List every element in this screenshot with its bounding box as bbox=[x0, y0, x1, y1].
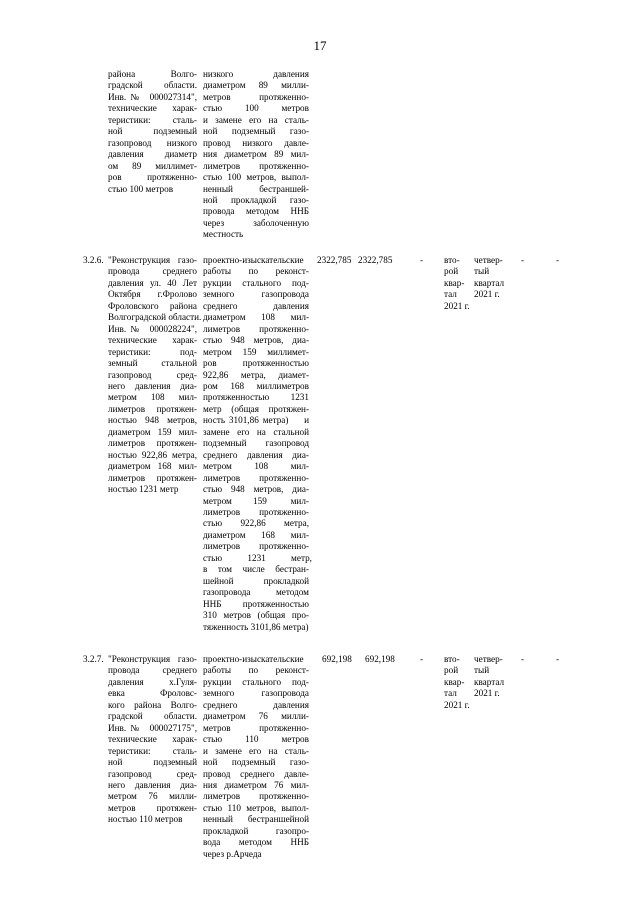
work-line: ной подземный газо- bbox=[203, 126, 309, 137]
object-line: градской области. bbox=[108, 711, 197, 722]
work-line: ННБ протяженностью bbox=[203, 598, 309, 609]
object-line: газопровод сред- bbox=[108, 768, 197, 779]
object-line: Инв.№ 000027314", bbox=[108, 91, 197, 102]
object-line: теристики: под- bbox=[108, 346, 197, 357]
object-line: ностью 110 метров bbox=[108, 814, 183, 825]
work-line: стью 110 метров bbox=[203, 734, 309, 745]
work-line: ность 3101,86 метра) и bbox=[203, 415, 309, 426]
row-2-end-date bbox=[474, 654, 506, 700]
start-date-line: 2021 г. bbox=[444, 699, 470, 710]
end-date-line: тый bbox=[474, 266, 490, 277]
object-line: теристики: сталь- bbox=[108, 745, 197, 756]
object-line: давления х.Гуля- bbox=[108, 676, 197, 687]
work-line: через заболоченную bbox=[203, 217, 309, 228]
object-line: ной подземный bbox=[108, 126, 197, 137]
work-line: газопровода методом bbox=[203, 587, 309, 598]
object-line: ом 89 миллимет- bbox=[108, 160, 197, 171]
row-1-dash-3: - bbox=[556, 255, 560, 265]
row-2-cost-total: 692,198 bbox=[322, 654, 352, 664]
start-date-line: тал bbox=[444, 688, 457, 699]
object-line: ностью 922,86 метра, bbox=[108, 449, 197, 460]
end-date-line: четвер- bbox=[474, 255, 503, 265]
work-line: стью 922,86 метра, bbox=[203, 518, 309, 529]
work-line: стью 110 метров, выпол- bbox=[203, 802, 309, 813]
work-line: провода методом ННБ bbox=[203, 206, 309, 217]
object-line: лиметров протяжен- bbox=[108, 472, 197, 483]
row-2-dash-1: - bbox=[420, 654, 424, 664]
object-line: давления диаметр bbox=[108, 149, 197, 160]
object-line: метров протяжен- bbox=[108, 802, 197, 813]
work-line: метров протяженно- bbox=[203, 722, 309, 733]
work-line: в том числе бестран- bbox=[203, 564, 309, 575]
work-line: протяженностью 1231 bbox=[203, 392, 309, 403]
work-line: ров протяженностью bbox=[203, 358, 309, 369]
end-date-line: тый bbox=[474, 665, 490, 676]
object-line: градской области. bbox=[108, 80, 197, 91]
start-date-line: вто- bbox=[444, 255, 460, 265]
object-line: лиметров протяжен- bbox=[108, 403, 197, 414]
end-date-line: 2021 г. bbox=[474, 688, 500, 699]
object-line: газопровод низкого bbox=[108, 137, 197, 148]
work-line: провод среднего давле- bbox=[203, 768, 309, 779]
work-line: низкого давления bbox=[203, 69, 309, 79]
work-line: лиметров протяженно- bbox=[203, 323, 309, 334]
work-line: работы по реконст- bbox=[203, 665, 309, 676]
work-line: диаметром 168 мил- bbox=[203, 529, 309, 540]
work-line: через р.Арчеда bbox=[203, 848, 262, 859]
work-line: вода методом ННБ bbox=[203, 837, 309, 848]
work-line: ной прокладкой газо- bbox=[203, 194, 309, 205]
work-line: замене его на стальной bbox=[203, 426, 309, 437]
work-line: лиметров протяженно- bbox=[203, 160, 309, 171]
work-line: местность bbox=[203, 229, 244, 240]
row-1-dash-1: - bbox=[420, 255, 424, 265]
object-line: него давления диа- bbox=[108, 380, 197, 391]
object-line: давления ул. 40 Лет bbox=[108, 277, 197, 288]
work-line: метр (общая протяжен- bbox=[203, 403, 309, 414]
object-line: него давления диа- bbox=[108, 779, 197, 790]
object-line: технические харак- bbox=[108, 103, 197, 114]
object-line: Октября г.Фролово bbox=[108, 289, 197, 300]
start-date-line: рой bbox=[444, 665, 459, 676]
work-line: среднего давления диа- bbox=[203, 449, 309, 460]
row-1-end-date bbox=[474, 255, 506, 301]
work-line: рукции стального под- bbox=[203, 676, 309, 687]
object-line: ров протяженно- bbox=[108, 172, 197, 183]
object-line: Волгоградской области. bbox=[108, 312, 202, 323]
work-line: метром 108 мил- bbox=[203, 461, 309, 472]
object-line: кого района Волго- bbox=[108, 699, 197, 710]
start-date-line: 2021 г. bbox=[444, 300, 470, 311]
row-1-work bbox=[203, 255, 312, 633]
row-0-object bbox=[108, 69, 197, 195]
row-2-cost-year: 692,198 bbox=[365, 654, 395, 664]
start-date-line: рой bbox=[444, 266, 459, 277]
start-date-line: квар- bbox=[444, 676, 465, 687]
object-line: провода среднего bbox=[108, 665, 197, 676]
object-line: "Реконструкция газо- bbox=[108, 654, 197, 664]
start-date-line: квар- bbox=[444, 277, 465, 288]
object-line: Фроловского района bbox=[108, 300, 197, 311]
work-line: стью 1231 метр, bbox=[203, 552, 312, 563]
work-line: проектно-изыскательские bbox=[203, 654, 304, 664]
row-1-cost-total: 2322,785 bbox=[317, 255, 352, 265]
work-line: ния диаметром 89 мил- bbox=[203, 149, 309, 160]
row-2-dash-3: - bbox=[556, 654, 560, 664]
work-line: рукции стального под- bbox=[203, 277, 309, 288]
object-line: ной подземный bbox=[108, 757, 197, 768]
row-1-object bbox=[108, 255, 202, 496]
end-date-line: квартал bbox=[474, 676, 505, 687]
work-line: подземный газопровод bbox=[203, 438, 309, 449]
work-line: проектно-изыскательские bbox=[203, 255, 304, 265]
work-line: ненный бестраншей- bbox=[203, 183, 309, 194]
work-line: шейной прокладкой bbox=[203, 575, 309, 586]
work-line: лиметров протяженно- bbox=[203, 472, 309, 483]
work-line: и замене его на сталь- bbox=[203, 745, 309, 756]
row-1-number: 3.2.6. bbox=[83, 255, 104, 265]
work-line: ния диаметром 76 мил- bbox=[203, 779, 309, 790]
object-line: ностью 1231 метр bbox=[108, 484, 179, 495]
row-2-dash-2: - bbox=[521, 654, 525, 664]
object-line: Инв.№ 000028224", bbox=[108, 323, 197, 334]
work-line: метром 159 мил- bbox=[203, 495, 309, 506]
row-2-object bbox=[108, 654, 197, 826]
work-line: 310 метров (общая про- bbox=[203, 610, 309, 621]
end-date-line: четвер- bbox=[474, 654, 503, 664]
work-line: стью 948 метров, диа- bbox=[203, 335, 309, 346]
work-line: 922,86 метра, диамет- bbox=[203, 369, 309, 380]
work-line: стью 948 метров, диа- bbox=[203, 484, 309, 495]
end-date-line: квартал bbox=[474, 277, 505, 288]
object-line: газопровод сред- bbox=[108, 369, 197, 380]
row-1-dash-2: - bbox=[521, 255, 525, 265]
object-line: теристики: сталь- bbox=[108, 114, 197, 125]
row-1-cost-year: 2322,785 bbox=[358, 255, 393, 265]
work-line: диаметром 108 мил- bbox=[203, 312, 309, 323]
work-line: земного газопровода bbox=[203, 688, 309, 699]
object-line: метром 108 мил- bbox=[108, 392, 197, 403]
work-line: среднего давления bbox=[203, 300, 309, 311]
start-date-line: вто- bbox=[444, 654, 460, 664]
work-line: ненный бестраншейной bbox=[203, 814, 309, 825]
work-line: стью 100 метров, выпол- bbox=[203, 172, 309, 183]
page-number: 17 bbox=[313, 38, 327, 53]
object-line: "Реконструкция газо- bbox=[108, 255, 197, 265]
work-line: тяженность 3101,86 метра) bbox=[203, 621, 309, 632]
work-line: лиметров протяженно- bbox=[203, 506, 309, 517]
work-line: лиметров протяженно- bbox=[203, 541, 309, 552]
work-line: работы по реконст- bbox=[203, 266, 309, 277]
work-line: метров протяженно- bbox=[203, 91, 309, 102]
work-line: стью 100 метров bbox=[203, 103, 309, 114]
object-line: диаметром 159 мил- bbox=[108, 426, 197, 437]
work-line: и замене его на сталь- bbox=[203, 114, 309, 125]
object-line: Инв.№ 000027175", bbox=[108, 722, 197, 733]
object-line: метром 76 милли- bbox=[108, 791, 197, 802]
object-line: технические харак- bbox=[108, 734, 197, 745]
row-2-number: 3.2.7. bbox=[83, 654, 104, 664]
object-line: евка Фроловс- bbox=[108, 688, 197, 699]
object-line: стью 100 метров bbox=[108, 183, 174, 194]
work-line: ром 168 миллиметров bbox=[203, 380, 309, 391]
work-line: диаметром 76 милли- bbox=[203, 711, 309, 722]
work-line: среднего давления bbox=[203, 699, 309, 710]
object-line: провода среднего bbox=[108, 266, 197, 277]
row-2-start-date bbox=[444, 654, 470, 711]
work-line: земного газопровода bbox=[203, 289, 309, 300]
work-line: ной подземный газо- bbox=[203, 757, 309, 768]
object-line: диаметром 168 мил- bbox=[108, 461, 197, 472]
work-line: прокладкой газопро- bbox=[203, 825, 309, 836]
work-line: провод низкого давле- bbox=[203, 137, 309, 148]
work-line: лиметров протяженно- bbox=[203, 791, 309, 802]
object-line: технические харак- bbox=[108, 335, 197, 346]
row-0-work bbox=[203, 69, 309, 241]
object-line: ностью 948 метров, bbox=[108, 415, 197, 426]
start-date-line: тал bbox=[444, 289, 457, 300]
work-line: метром 159 миллимет- bbox=[203, 346, 309, 357]
end-date-line: 2021 г. bbox=[474, 289, 500, 300]
object-line: земный стальной bbox=[108, 358, 197, 369]
work-line: диаметром 89 милли- bbox=[203, 80, 309, 91]
object-line: района Волго- bbox=[108, 69, 197, 79]
row-1-start-date bbox=[444, 255, 470, 312]
row-2-work bbox=[203, 654, 309, 860]
object-line: лиметров протяжен- bbox=[108, 438, 197, 449]
